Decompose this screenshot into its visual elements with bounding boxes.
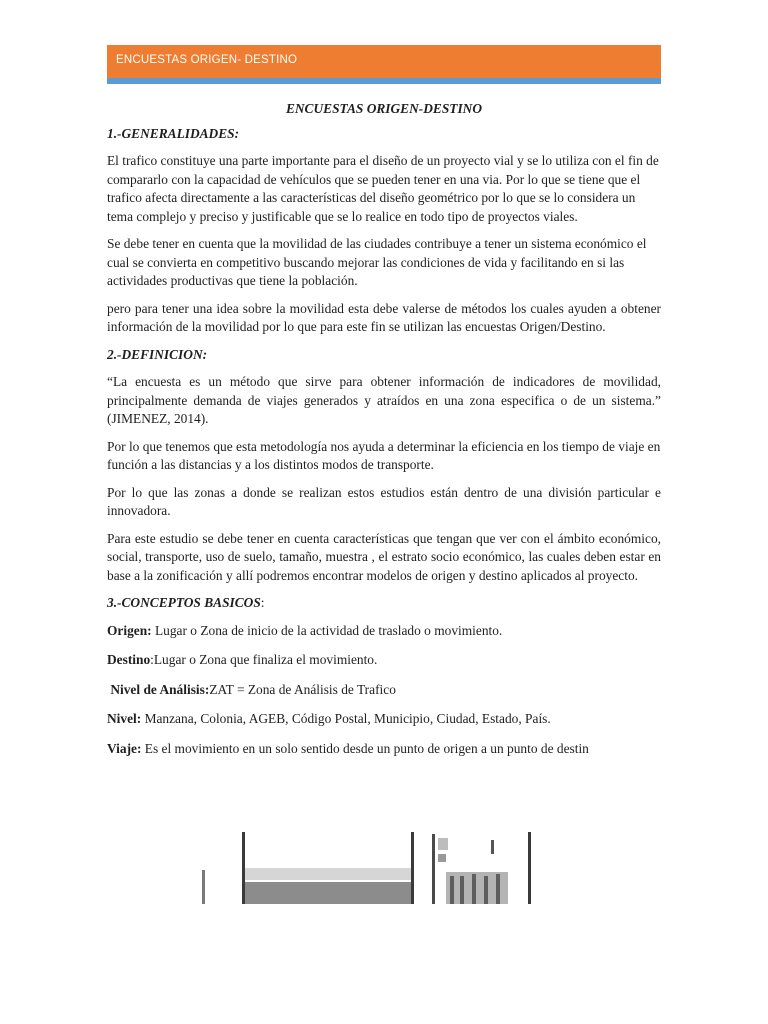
partial-figure: [198, 828, 538, 906]
paragraph-definicion-quote: “La encuesta es un método que sirve para obtener información de indicadores de movilidad, principalmente demanda de viajes generados y atraídos en una zona especifica o de un sistema.” (JIMENEZ, 2014).: [107, 374, 661, 426]
header-rule: [107, 78, 661, 84]
figure-mark: [472, 874, 476, 904]
definition-origen: [107, 622, 661, 641]
term-nivel: Nivel:: [107, 711, 142, 726]
definition-nivel-analisis: [107, 681, 661, 700]
text-origen: Lugar o Zona de inicio de la actividad de traslado o movimiento.: [151, 622, 503, 638]
figure-mark: [484, 876, 488, 904]
figure-mark: [432, 834, 435, 904]
definition-nivel: [107, 710, 661, 729]
heading-definicion: 2.-DEFINICION:: [107, 346, 208, 362]
text-nivel-analisis: ZAT = Zona de Análisis de Trafico: [209, 681, 396, 697]
heading-conceptos-colon: :: [260, 595, 265, 610]
figure-mark: [245, 882, 413, 904]
header-title: ENCUESTAS ORIGEN- DESTINO: [116, 54, 298, 66]
figure-mark: [245, 868, 413, 880]
figure-mark: [496, 874, 500, 904]
figure-mark: [242, 832, 245, 904]
paragraph-generalidades-3: pero para tener una idea sobre la movilidad esta debe valerse de métodos los cuales ayuden a obtener información de la movilidad por lo que para este fin se utilizan las encuestas Origen/Destino.: [107, 300, 661, 334]
document-title: ENCUESTAS ORIGEN-DESTINO: [285, 101, 483, 116]
text-viaje: Es el movimiento en un solo sentido desde un punto de origen a un punto de destin: [141, 740, 589, 756]
term-viaje: Viaje:: [107, 740, 142, 756]
paragraph-definicion-4: Para este estudio se debe tener en cuenta características que tengan que ver con el ámbito económico, social, transporte, uso de suelo, tamaño, muestra , el estrato socio económico, las cuales deben estar en base a la zonificación y allí podremos encontrar modelos de origen y destino aplicados al proyecto.: [107, 530, 661, 583]
heading-generalidades: 1.-GENERALIDADES:: [107, 125, 240, 141]
figure-mark: [438, 854, 446, 862]
term-nivel-analisis: Nivel de Análisis:: [107, 681, 210, 697]
figure-mark: [460, 876, 464, 904]
text-destino: :Lugar o Zona que finaliza el movimiento.: [150, 652, 378, 667]
document-body: [107, 100, 661, 769]
definition-destino: [107, 651, 661, 670]
figure-mark: [411, 832, 414, 904]
term-destino: Destino: [107, 652, 151, 667]
paragraph-generalidades-2: Se debe tener en cuenta que la movilidad de las ciudades contribuye a tener un sistema económico el cual se convierta en competitivo buscando mejorar las condiciones de vida y facilitando en si las actividades productivas que tiene la población.: [107, 236, 647, 288]
figure-mark: [528, 832, 531, 904]
term-origen: Origen:: [107, 622, 152, 638]
paragraph-definicion-2: Por lo que tenemos que esta metodología nos ayuda a determinar la eficiencia en los tiempo de viaje en función a las distancias y a los distintos modos de transporte.: [107, 438, 661, 472]
figure-mark: [450, 876, 454, 904]
figure-mark: [202, 870, 205, 904]
heading-conceptos-basicos: [107, 594, 661, 613]
heading-conceptos-label: 3.-CONCEPTOS BASICOS: [107, 595, 261, 610]
figure-mark: [491, 840, 494, 854]
header-band: [107, 45, 661, 78]
text-nivel: Manzana, Colonia, AGEB, Código Postal, Municipio, Ciudad, Estado, País.: [141, 711, 551, 726]
paragraph-definicion-3: Por lo que las zonas a donde se realizan estos estudios están dentro de una división particular e innovadora.: [107, 484, 661, 518]
figure-mark: [438, 838, 448, 850]
definition-viaje: [107, 740, 661, 759]
paragraph-generalidades-1: El trafico constituye una parte importante para el diseño de un proyecto vial y se lo utiliza con el fin de compararlo con la capacidad de vehículos que se pueden tener en una via. Por lo que se tiene que el trafico afecta directamente a las características del diseño geométrico por lo que se lo considera un tema complejo y preciso y justificable que se lo realice en todo tipo de proyectos viales.: [107, 153, 659, 224]
